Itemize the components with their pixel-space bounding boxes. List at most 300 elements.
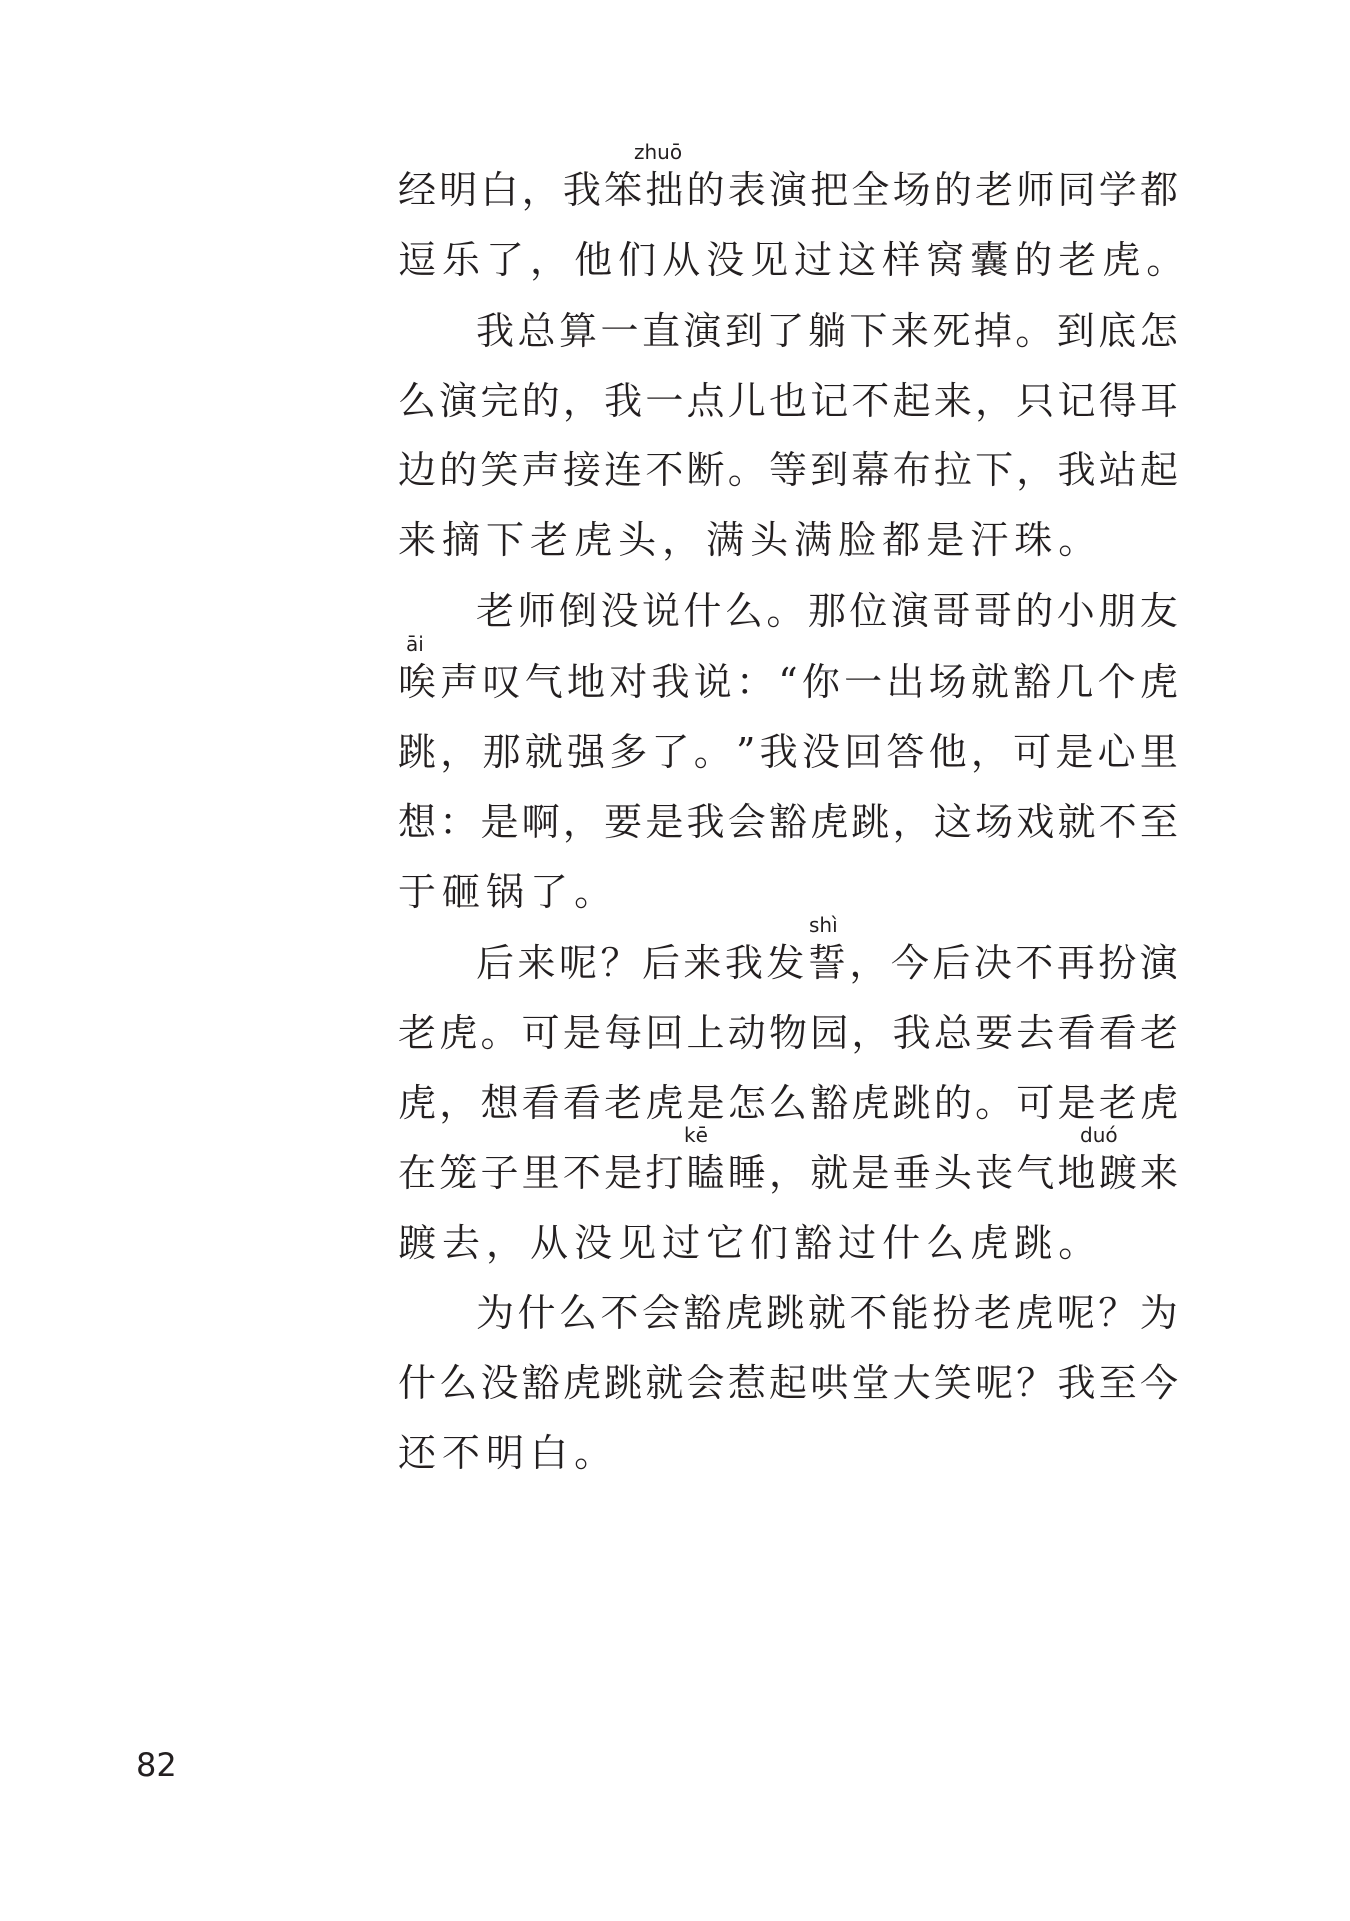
text-char: 明 bbox=[439, 168, 478, 212]
text-char: 友 bbox=[1139, 589, 1178, 633]
text-char: 边 bbox=[398, 448, 437, 492]
text-line bbox=[398, 514, 1178, 566]
text-line bbox=[398, 1217, 1178, 1269]
text-char: 就 bbox=[524, 730, 563, 774]
text-char: 么 bbox=[724, 589, 763, 633]
text-char: 看 bbox=[521, 1081, 560, 1125]
text-char: 的 bbox=[521, 379, 560, 423]
text-char: ， bbox=[892, 800, 931, 844]
text-char: 叹 bbox=[482, 660, 521, 704]
text-char: 跳 bbox=[851, 800, 890, 844]
text-char: 后 bbox=[641, 941, 680, 985]
text-char: 。 bbox=[1058, 518, 1100, 562]
text-char: 拉 bbox=[933, 448, 972, 492]
text-char: 跳 bbox=[398, 730, 437, 774]
text-char: 为 bbox=[1139, 1291, 1178, 1335]
text-char: 位 bbox=[849, 589, 888, 633]
text-char: 师 bbox=[517, 589, 556, 633]
text-char: 这 bbox=[933, 800, 972, 844]
text-char: 演 bbox=[890, 589, 929, 633]
text-char: 决 bbox=[973, 941, 1012, 985]
text-char: 对 bbox=[609, 660, 648, 704]
text-char: 什 bbox=[683, 589, 722, 633]
text-char: 是 bbox=[1057, 1081, 1096, 1125]
text-char: 你 bbox=[801, 660, 840, 704]
pinyin-annotation: āi bbox=[406, 632, 424, 656]
text-char: 怎 bbox=[727, 1081, 766, 1125]
text-char: 不 bbox=[600, 1291, 639, 1335]
text-char: 气 bbox=[524, 660, 563, 704]
text-char: 么 bbox=[768, 1081, 807, 1125]
text-char: 窝 bbox=[926, 238, 968, 282]
text-line bbox=[398, 585, 1178, 637]
text-char: 物 bbox=[768, 1011, 807, 1055]
text-char: ， bbox=[768, 1151, 807, 1195]
text-char: 也 bbox=[768, 379, 807, 423]
text-char: 拙 bbox=[645, 168, 684, 212]
text-char: ， bbox=[851, 1011, 890, 1055]
text-char: 演 bbox=[683, 309, 722, 353]
text-char: 起 bbox=[1139, 448, 1178, 492]
text-char: 下 bbox=[486, 518, 528, 562]
text-char: 哥 bbox=[932, 589, 971, 633]
text-char: 的 bbox=[1014, 238, 1056, 282]
text-char: ， bbox=[849, 941, 888, 985]
text-char: 不 bbox=[851, 379, 890, 423]
text-char: ， bbox=[562, 800, 601, 844]
text-char: 看 bbox=[1057, 1011, 1096, 1055]
text-char: ： bbox=[439, 800, 478, 844]
text-char: 睡 bbox=[727, 1151, 766, 1195]
text-char: 跳 bbox=[604, 1361, 643, 1405]
text-char: 过 bbox=[662, 1221, 704, 1265]
text-char: 们 bbox=[618, 238, 660, 282]
text-char: 。 bbox=[693, 730, 732, 774]
text-line bbox=[398, 1147, 1178, 1199]
text-char: 来 bbox=[1139, 1151, 1178, 1195]
text-char: 等 bbox=[768, 448, 807, 492]
text-line bbox=[398, 1007, 1178, 1059]
text-char: 来 bbox=[683, 941, 722, 985]
text-char: 笑 bbox=[933, 1361, 972, 1405]
text-char: 记 bbox=[810, 379, 849, 423]
text-char: 逗 bbox=[398, 238, 440, 282]
text-char: 老 bbox=[1139, 1011, 1178, 1055]
text-char: 过 bbox=[838, 1221, 880, 1265]
text-line bbox=[398, 1357, 1178, 1409]
text-char: 见 bbox=[750, 238, 792, 282]
text-char: ： bbox=[736, 660, 775, 704]
text-char: 呢 bbox=[1056, 1291, 1095, 1335]
text-char: 白 bbox=[530, 1431, 572, 1475]
text-char: 掉 bbox=[973, 309, 1012, 353]
text-char: 虎 bbox=[574, 518, 616, 562]
text-char: 记 bbox=[1057, 379, 1096, 423]
text-char: 是 bbox=[562, 1011, 601, 1055]
text-char: 能 bbox=[890, 1291, 929, 1335]
text-char: 这 bbox=[838, 238, 880, 282]
text-char: 我 bbox=[604, 379, 643, 423]
pinyin-annotation: shì bbox=[809, 913, 838, 937]
text-char: 地 bbox=[567, 660, 606, 704]
text-char: 倒 bbox=[558, 589, 597, 633]
text-char: 。 bbox=[574, 870, 616, 914]
text-char: ， bbox=[662, 518, 704, 562]
text-char: ？ bbox=[600, 941, 639, 985]
text-char: 师 bbox=[1016, 168, 1055, 212]
text-char: 是 bbox=[645, 800, 684, 844]
text-char: 。 bbox=[1146, 238, 1188, 282]
text-char: 儿 bbox=[727, 379, 766, 423]
text-char: 几 bbox=[1055, 660, 1094, 704]
text-char: 来 bbox=[933, 379, 972, 423]
text-char: 我 bbox=[1057, 448, 1096, 492]
text-char: 每 bbox=[604, 1011, 643, 1055]
text-char: 我 bbox=[759, 730, 798, 774]
text-char: 怎 bbox=[1139, 309, 1178, 353]
text-char: 下 bbox=[849, 309, 888, 353]
text-char: 动 bbox=[727, 1011, 766, 1055]
text-char: 虎 bbox=[810, 800, 849, 844]
text-char: 豁 bbox=[768, 800, 807, 844]
text-char: 我 bbox=[892, 1011, 931, 1055]
text-char: 没 bbox=[801, 730, 840, 774]
text-char: 园 bbox=[810, 1011, 849, 1055]
text-char: 想 bbox=[398, 800, 437, 844]
text-char: 会 bbox=[686, 1361, 725, 1405]
text-char: 算 bbox=[558, 309, 597, 353]
text-char: 声 bbox=[521, 448, 560, 492]
text-char: 子 bbox=[480, 1151, 519, 1195]
text-char: 摘 bbox=[442, 518, 484, 562]
text-char: 打 bbox=[645, 1151, 684, 1195]
text-char: 直 bbox=[641, 309, 680, 353]
text-char: 丧 bbox=[975, 1151, 1014, 1195]
text-char: 场 bbox=[892, 168, 931, 212]
text-char: 底 bbox=[1098, 309, 1137, 353]
text-char: 笼 bbox=[439, 1151, 478, 1195]
text-char: 头 bbox=[750, 518, 792, 562]
text-char: 们 bbox=[750, 1221, 792, 1265]
text-char: 回 bbox=[645, 1011, 684, 1055]
text-char: 多 bbox=[609, 730, 648, 774]
text-char: 老 bbox=[973, 1291, 1012, 1335]
text-char: 锅 bbox=[486, 870, 528, 914]
text-char: 它 bbox=[706, 1221, 748, 1265]
text-char: 场 bbox=[928, 660, 967, 704]
text-char: 至 bbox=[1139, 800, 1178, 844]
text-char: 到 bbox=[810, 448, 849, 492]
text-char: 来 bbox=[398, 518, 440, 562]
text-char: 老 bbox=[398, 1011, 437, 1055]
text-char: 心 bbox=[1097, 730, 1136, 774]
text-char: 去 bbox=[442, 1221, 484, 1265]
text-char: ， bbox=[439, 1081, 478, 1125]
text-char: 不 bbox=[562, 1151, 601, 1195]
text-char: 说 bbox=[693, 660, 732, 704]
text-line bbox=[398, 164, 1178, 216]
text-char: 演 bbox=[768, 168, 807, 212]
text-char: 为 bbox=[476, 1291, 515, 1335]
text-char: 不 bbox=[442, 1431, 484, 1475]
text-char: 想 bbox=[480, 1081, 519, 1125]
text-char: 把 bbox=[810, 168, 849, 212]
text-char: 瞌 bbox=[686, 1151, 725, 1195]
text-line bbox=[398, 305, 1178, 357]
text-char: 发 bbox=[766, 941, 805, 985]
text-char: 后 bbox=[932, 941, 971, 985]
text-char: 样 bbox=[882, 238, 924, 282]
text-char: 于 bbox=[398, 870, 440, 914]
text-char: 今 bbox=[1139, 1361, 1178, 1405]
text-line bbox=[398, 866, 1178, 918]
text-char: 小 bbox=[1056, 589, 1095, 633]
text-char: 不 bbox=[645, 448, 684, 492]
text-char: “ bbox=[778, 660, 798, 704]
text-char: 从 bbox=[530, 1221, 572, 1265]
text-line bbox=[398, 796, 1178, 848]
text-char: 里 bbox=[521, 1151, 560, 1195]
text-char: ？ bbox=[1098, 1291, 1137, 1335]
text-char: 就 bbox=[645, 1361, 684, 1405]
text-char: 虎 bbox=[1139, 1081, 1178, 1125]
text-char: 哄 bbox=[810, 1361, 849, 1405]
text-char: 可 bbox=[1016, 1081, 1055, 1125]
text-char: 老 bbox=[604, 1081, 643, 1125]
text-char: 是 bbox=[926, 518, 968, 562]
text-char: 躺 bbox=[807, 309, 846, 353]
text-char: 再 bbox=[1056, 941, 1095, 985]
text-char: 什 bbox=[398, 1361, 437, 1405]
text-char: 踱 bbox=[1098, 1151, 1137, 1195]
text-char: 一 bbox=[600, 309, 639, 353]
text-char: 还 bbox=[398, 1431, 440, 1475]
text-char: 不 bbox=[849, 1291, 888, 1335]
text-char: 豁 bbox=[794, 1221, 836, 1265]
text-char: 堂 bbox=[851, 1361, 890, 1405]
text-char: 的 bbox=[1015, 589, 1054, 633]
text-char: 。 bbox=[766, 589, 805, 633]
text-char: 一 bbox=[645, 379, 684, 423]
text-char: 演 bbox=[1139, 941, 1178, 985]
text-char: 我 bbox=[476, 309, 515, 353]
text-char: 呢 bbox=[558, 941, 597, 985]
pinyin-annotation: kē bbox=[684, 1123, 708, 1147]
text-char: 虎 bbox=[1102, 238, 1144, 282]
text-char: 脸 bbox=[838, 518, 880, 562]
text-char: 从 bbox=[662, 238, 704, 282]
text-char: 么 bbox=[398, 379, 437, 423]
text-char: 老 bbox=[476, 589, 515, 633]
text-char: 啊 bbox=[521, 800, 560, 844]
text-char: 老 bbox=[975, 168, 1014, 212]
text-char: 起 bbox=[892, 379, 931, 423]
text-line bbox=[398, 726, 1178, 778]
text-char: 囊 bbox=[970, 238, 1012, 282]
text-char: 我 bbox=[562, 168, 601, 212]
text-char: 要 bbox=[975, 1011, 1014, 1055]
text-char: 站 bbox=[1098, 448, 1137, 492]
text-char: 老 bbox=[530, 518, 572, 562]
text-char: 头 bbox=[618, 518, 660, 562]
text-char: 虎 bbox=[724, 1291, 763, 1335]
text-char: 虎 bbox=[1015, 1291, 1054, 1335]
text-char: 没 bbox=[480, 1361, 519, 1405]
text-char: 。 bbox=[1015, 309, 1054, 353]
text-char: 看 bbox=[562, 1081, 601, 1125]
text-char: ， bbox=[486, 1221, 528, 1265]
text-char: 不 bbox=[1015, 941, 1054, 985]
text-char: 的 bbox=[933, 1081, 972, 1125]
text-char: ， bbox=[975, 379, 1014, 423]
text-line bbox=[398, 656, 1178, 708]
text-char: 是 bbox=[480, 800, 519, 844]
text-char: 个 bbox=[1097, 660, 1136, 704]
text-char: ， bbox=[1016, 448, 1055, 492]
text-char: 就 bbox=[970, 660, 1009, 704]
text-char: 全 bbox=[851, 168, 890, 212]
text-char: 扮 bbox=[1098, 941, 1137, 985]
text-char: 可 bbox=[521, 1011, 560, 1055]
text-char: 跳 bbox=[1014, 1221, 1056, 1265]
text-char: 什 bbox=[517, 1291, 556, 1335]
text-char: 扮 bbox=[932, 1291, 971, 1335]
text-char: 豁 bbox=[810, 1081, 849, 1125]
text-char: 没 bbox=[600, 589, 639, 633]
text-char: 表 bbox=[727, 168, 766, 212]
text-char: 我 bbox=[651, 660, 690, 704]
text-char: 。 bbox=[727, 448, 766, 492]
text-char: 出 bbox=[886, 660, 925, 704]
text-char: 回 bbox=[844, 730, 883, 774]
text-char: 强 bbox=[567, 730, 606, 774]
text-char: 今 bbox=[890, 941, 929, 985]
text-char: 是 bbox=[604, 1151, 643, 1195]
text-char: ， bbox=[521, 168, 560, 212]
text-char: 得 bbox=[1098, 379, 1137, 423]
text-char: 呢 bbox=[975, 1361, 1014, 1405]
text-line bbox=[398, 234, 1188, 286]
text-char: 到 bbox=[724, 309, 763, 353]
text-char: 哥 bbox=[973, 589, 1012, 633]
text-char: 会 bbox=[641, 1291, 680, 1335]
text-char: 我 bbox=[1057, 1361, 1096, 1405]
text-line bbox=[398, 937, 1178, 989]
text-char: 来 bbox=[890, 309, 929, 353]
text-char: 到 bbox=[1056, 309, 1095, 353]
text-char: 汗 bbox=[970, 518, 1012, 562]
text-char: 点 bbox=[686, 379, 725, 423]
text-char: 了 bbox=[766, 309, 805, 353]
text-char: 没 bbox=[574, 1221, 616, 1265]
text-char: 会 bbox=[727, 800, 766, 844]
text-char: 朋 bbox=[1098, 589, 1137, 633]
text-char: 誓 bbox=[807, 941, 846, 985]
text-char: 幕 bbox=[851, 448, 890, 492]
text-char: 踱 bbox=[398, 1221, 440, 1265]
text-char: 不 bbox=[1098, 800, 1137, 844]
text-char: 垂 bbox=[892, 1151, 931, 1195]
pinyin-annotation: duó bbox=[1080, 1123, 1118, 1147]
text-char: 豁 bbox=[683, 1291, 722, 1335]
text-char: 后 bbox=[476, 941, 515, 985]
text-char: 了 bbox=[530, 870, 572, 914]
text-char: 地 bbox=[1057, 1151, 1096, 1195]
text-char: 经 bbox=[398, 168, 437, 212]
text-line bbox=[398, 1077, 1178, 1129]
text-char: 见 bbox=[618, 1221, 660, 1265]
text-char: ， bbox=[440, 730, 479, 774]
text-char: 下 bbox=[975, 448, 1014, 492]
text-char: 老 bbox=[1058, 238, 1100, 282]
text-char: 完 bbox=[480, 379, 519, 423]
text-char: 老 bbox=[1098, 1081, 1137, 1125]
text-char: 虎 bbox=[645, 1081, 684, 1125]
text-char: 满 bbox=[706, 518, 748, 562]
text-char: 了 bbox=[651, 730, 690, 774]
text-char: 虎 bbox=[398, 1081, 437, 1125]
text-char: 虎 bbox=[439, 1011, 478, 1055]
text-char: 明 bbox=[486, 1431, 528, 1475]
text-char: 他 bbox=[928, 730, 967, 774]
text-char: 大 bbox=[892, 1361, 931, 1405]
text-char: 是 bbox=[851, 1151, 890, 1195]
text-char: 了 bbox=[486, 238, 528, 282]
text-char: 上 bbox=[686, 1011, 725, 1055]
text-char: 场 bbox=[975, 800, 1014, 844]
text-char: 学 bbox=[1098, 168, 1137, 212]
text-char: 的 bbox=[439, 448, 478, 492]
text-char: 豁 bbox=[521, 1361, 560, 1405]
text-char: 惹 bbox=[727, 1361, 766, 1405]
text-char: 他 bbox=[574, 238, 616, 282]
text-char: 断 bbox=[686, 448, 725, 492]
text-char: 。 bbox=[574, 1431, 616, 1475]
text-char: 过 bbox=[794, 238, 836, 282]
text-char: 气 bbox=[1016, 1151, 1055, 1195]
text-char: 那 bbox=[482, 730, 521, 774]
text-char: 演 bbox=[439, 379, 478, 423]
text-char: 接 bbox=[562, 448, 601, 492]
text-char: 乐 bbox=[442, 238, 484, 282]
pinyin-annotation: zhuō bbox=[634, 140, 683, 164]
text-char: 满 bbox=[794, 518, 836, 562]
text-char: 是 bbox=[686, 1081, 725, 1125]
text-char: 砸 bbox=[442, 870, 484, 914]
text-char: 跳 bbox=[892, 1081, 931, 1125]
text-line bbox=[398, 1427, 1178, 1479]
text-char: 么 bbox=[926, 1221, 968, 1265]
text-char: 只 bbox=[1016, 379, 1055, 423]
text-char: ， bbox=[530, 238, 572, 282]
text-char: 。 bbox=[1058, 1221, 1100, 1265]
text-char: 就 bbox=[1057, 800, 1096, 844]
text-char: 说 bbox=[641, 589, 680, 633]
text-char: 都 bbox=[1139, 168, 1178, 212]
text-char: 耳 bbox=[1139, 379, 1178, 423]
text-char: 至 bbox=[1098, 1361, 1137, 1405]
text-char: 里 bbox=[1139, 730, 1178, 774]
text-char: 的 bbox=[686, 168, 725, 212]
text-char: 没 bbox=[706, 238, 748, 282]
text-line bbox=[398, 375, 1178, 427]
text-char: 一 bbox=[844, 660, 883, 704]
text-char: 唉 bbox=[398, 660, 437, 704]
text-char: 戏 bbox=[1016, 800, 1055, 844]
text-char: 跳 bbox=[766, 1291, 805, 1335]
text-char: 虎 bbox=[851, 1081, 890, 1125]
text-char: 同 bbox=[1057, 168, 1096, 212]
